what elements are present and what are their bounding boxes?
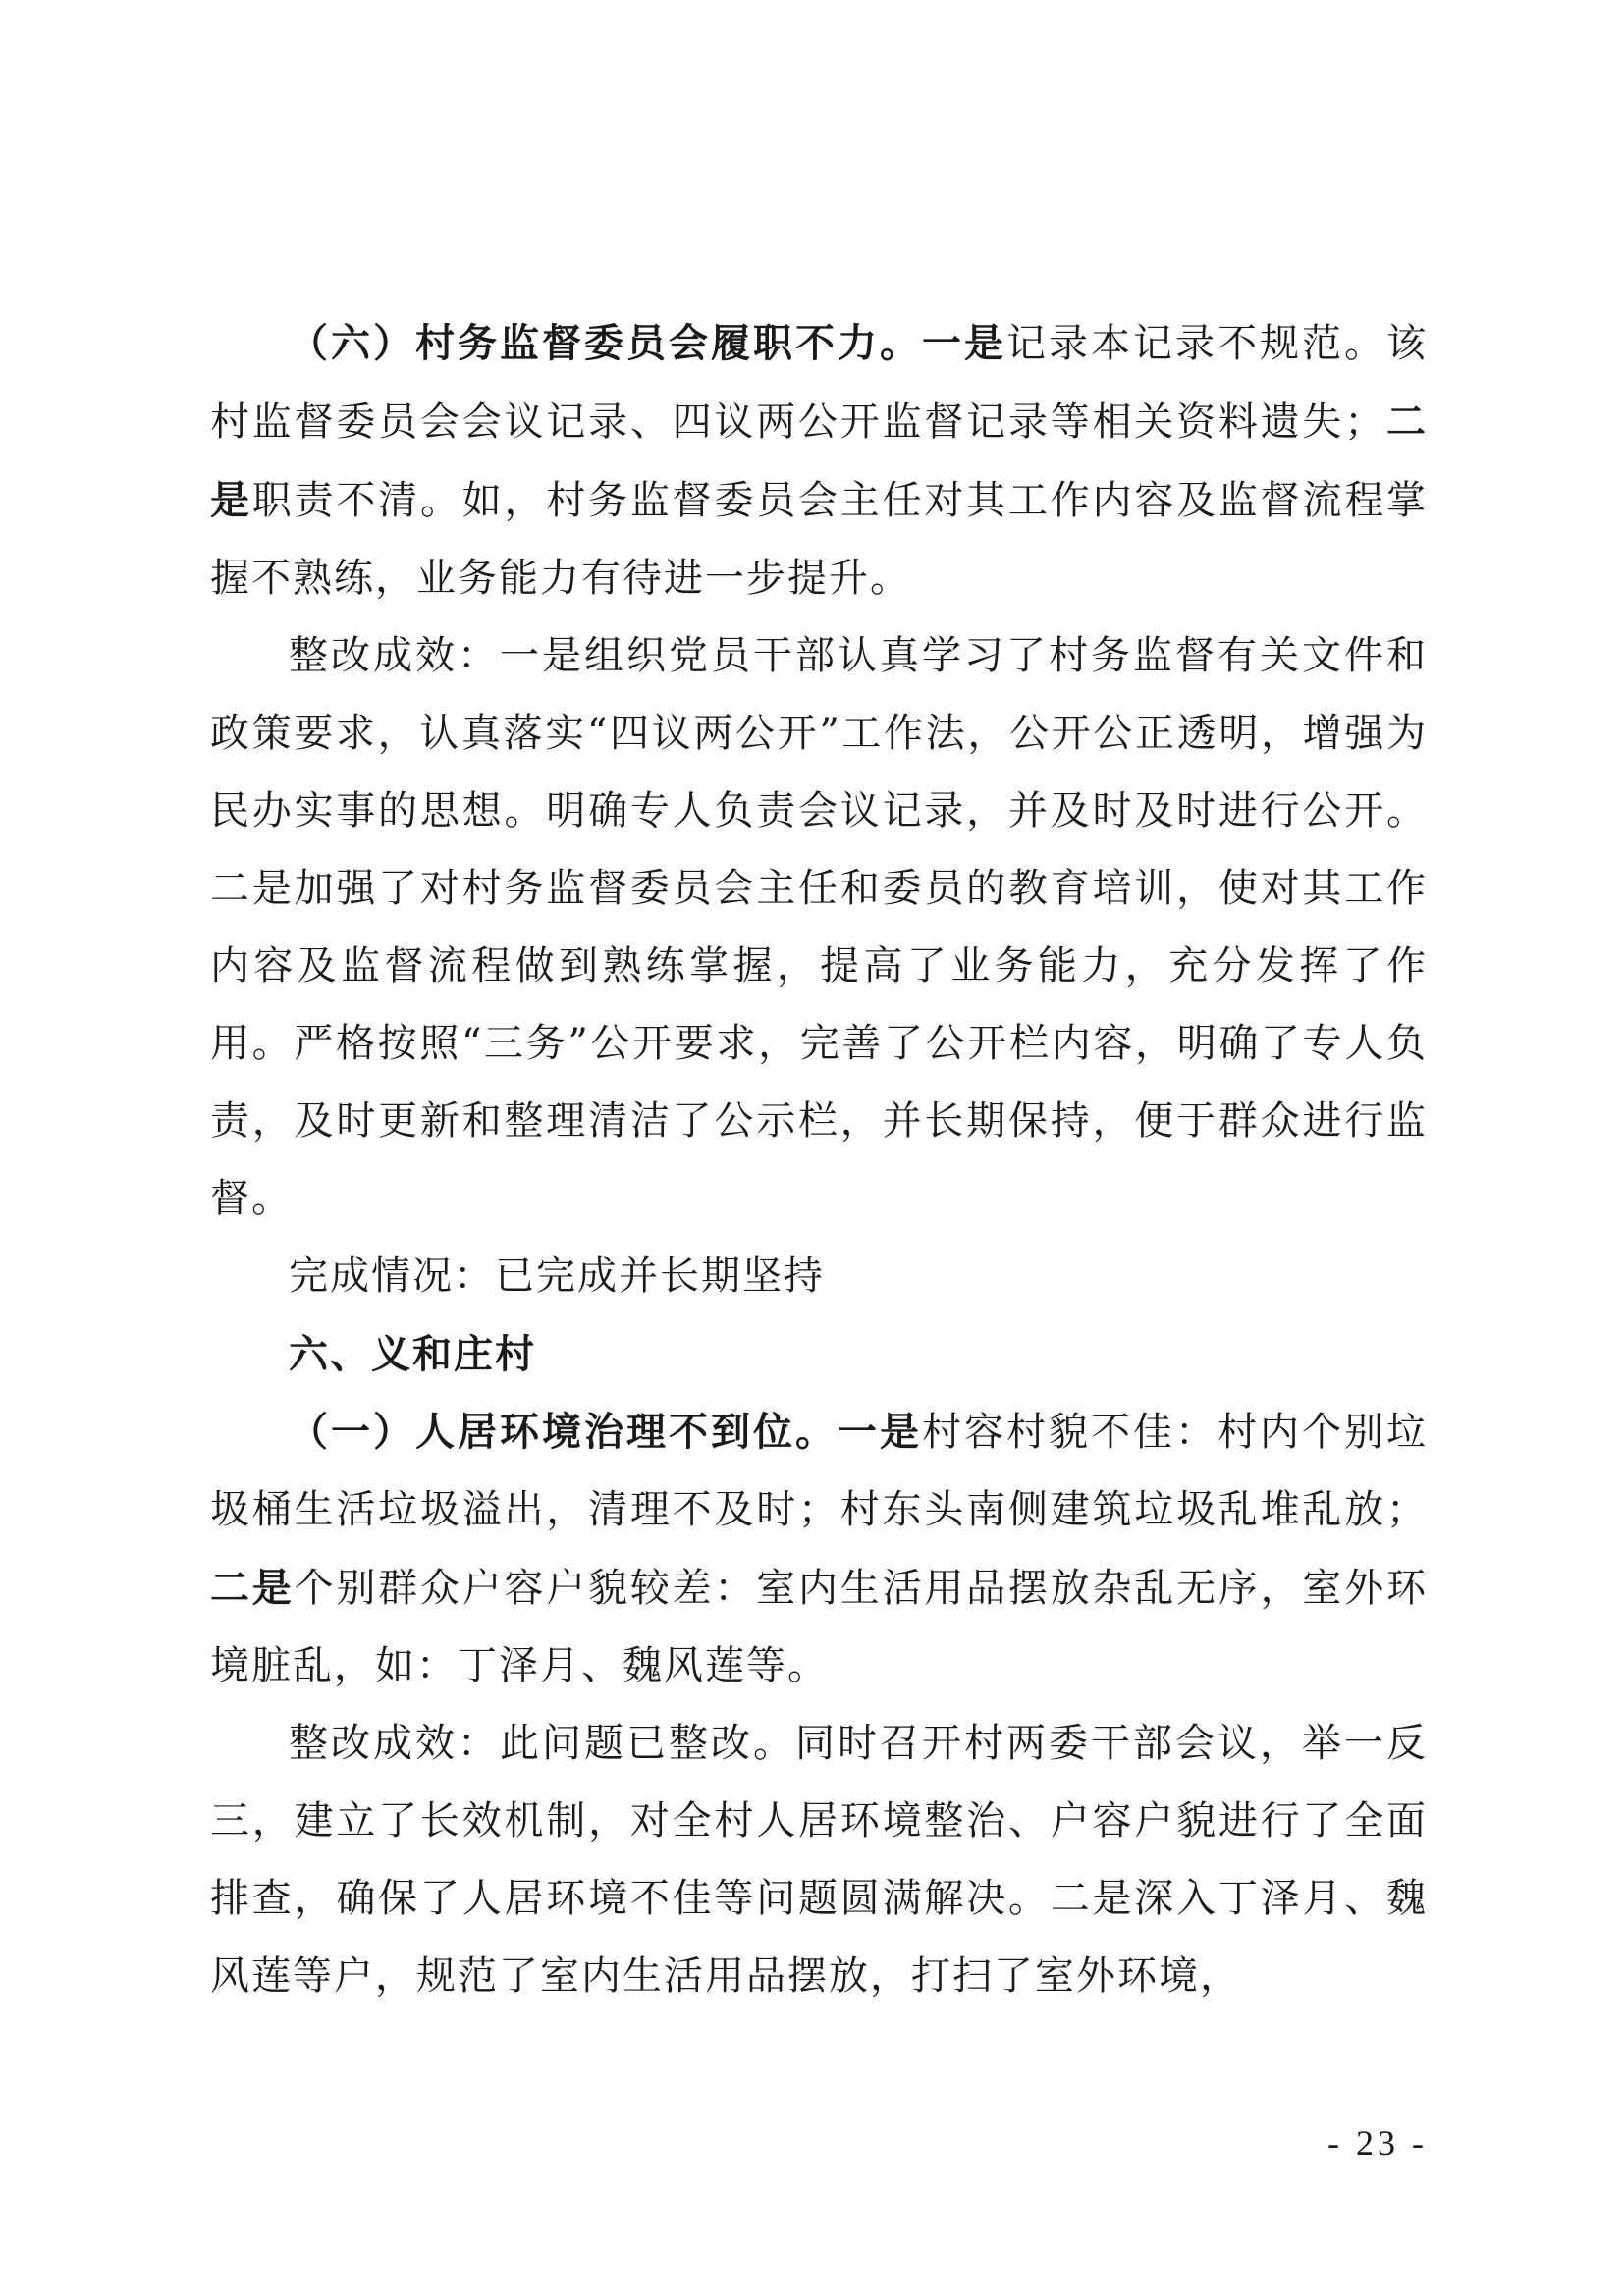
point-label: 一是 [922,320,1006,366]
point-text: 记录本记录不规范。该村监督委员会会议记录、四议两公开监督记录等相关资料遗失； [210,321,1428,445]
issue-heading: （一）人居环境治理不到位。 [289,1409,838,1455]
issue-paragraph-supervision [210,304,1428,617]
point-text: 职责不清。如，村务监督委员会主任对其工作内容及监督流程掌握不熟练，业务能力有待进一步提升。 [210,478,1429,601]
point-label: 二是 [210,1565,295,1611]
point-label: 一是 [838,1409,922,1455]
page-number: - 23 - [1327,2123,1428,2163]
rectification-result-paragraph: 整改成效：一是组织党员干部认真学习了村务监督有关文件和政策要求，认真落实“四议两公开”工作法，公开公正透明，增强为民办实事的思想。明确专人负责会议记录，并及时及时进行公开。二是加强了对村务监督委员会主任和委员的教育培训，使对其工作内容及监督流程做到熟练掌握，提高了业务能力，充分发挥了作用。严格按照“三务”公开要求，完善了公开栏内容，明确了专人负责，及时更新和整理清洁了公示栏，并长期保持，便于群众进行监督。 [210,633,1428,1221]
document-body [210,304,1428,2015]
issue-heading: （六）村务监督委员会履职不力。 [289,320,922,366]
rectification-result-paragraph: 整改成效：此问题已整改。同时召开村两委干部会议，举一反三，建立了长效机制，对全村人居环境整治、户容户貌进行了全面排查，确保了人居环境不佳等问题圆满解决。二是深入丁泽月、魏风莲等户，规范了室内生活用品摆放，打扫了室外环境， [210,1721,1428,1999]
section-heading-village: 六、义和庄村 [289,1331,536,1377]
point-text: 村容村貌不佳：村内个别垃圾桶生活垃圾溢出，清理不及时；村东头南侧建筑垃圾乱堆乱放； [210,1410,1428,1532]
point-label: 二是 [210,399,1429,523]
issue-paragraph-environment [210,1393,1428,1705]
completion-status-paragraph: 完成情况：已完成并长期坚持 [289,1254,825,1299]
point-text: 个别群众户容户貌较差：室内生活用品摆放杂乱无序，室外环境脏乱，如：丁泽月、魏风莲等。 [210,1566,1429,1688]
